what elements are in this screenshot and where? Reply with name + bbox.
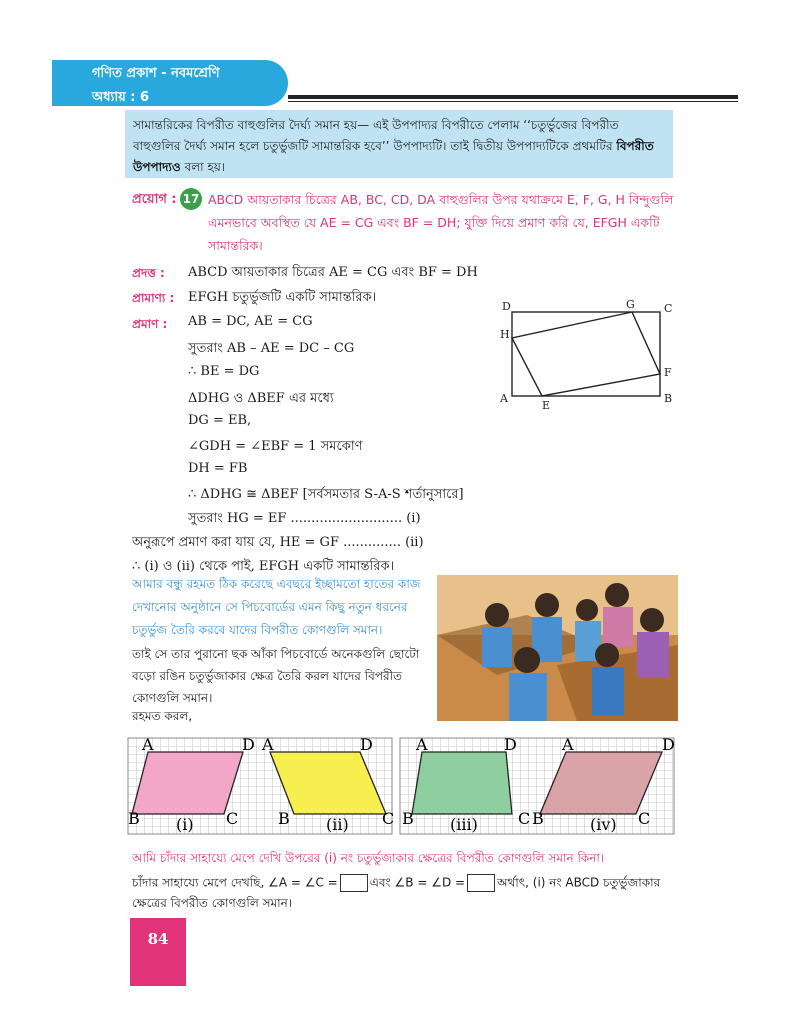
quadrilateral-iii bbox=[412, 752, 512, 814]
proof-line: ∴ ΔDHG ≅ ΔBEF [সর্বসমতার S-A-S শর্তানুসারে] bbox=[188, 487, 464, 502]
to-prove-text: EFGH চতুর্ভুজটি একটি সামান্তরিক। bbox=[188, 290, 377, 305]
rectangle-parallelogram-figure bbox=[498, 296, 688, 416]
label-e: E bbox=[542, 399, 551, 412]
answer-part-3: অর্থাৎ, (i) নং ABCD চতুর্ভুজাকার bbox=[497, 875, 661, 890]
grid-i-d: D bbox=[242, 735, 255, 754]
proof-conclusion: ∴ (i) ও (ii) থেকে পাই, EFGH একটি সামান্তরিক। bbox=[132, 559, 395, 574]
grid-iv-label: (iv) bbox=[590, 815, 617, 834]
label-d: D bbox=[502, 300, 511, 313]
grid-iv-c: C bbox=[638, 809, 651, 828]
proof-line: সুতরাং AB – AE = DC – CG bbox=[188, 341, 355, 356]
grid-ii-a: A bbox=[262, 735, 274, 754]
proof-similarly: অনুরূপে প্রমাণ করা যায় যে, HE = GF .............. (ii) bbox=[132, 535, 424, 550]
parallelogram-efgh bbox=[512, 312, 660, 396]
answer-line bbox=[132, 874, 660, 895]
grid-i-c: C bbox=[226, 809, 239, 828]
answer-part-4: ক্ষেত্রের বিপরীত কোণগুলি সমান। bbox=[132, 896, 293, 910]
problem-text: ABCD আয়তাকার চিত্রের AB, BC, CD, DA বাহুগুলির উপর যথাক্রমে E, F, G, H বিন্দুগুলি এমনভাবে অবস্থিত যে AE = CG এবং BF = DH; যুক্তি দিয়ে প্রমাণ করি যে, EFGH একটি সামান্তরিক। bbox=[208, 192, 674, 253]
label-f: F bbox=[664, 366, 672, 379]
proof-line: DG = EB, bbox=[188, 413, 252, 428]
grid-i-a: A bbox=[142, 735, 154, 754]
header-rule bbox=[288, 95, 738, 99]
grid-ii-c: C bbox=[382, 809, 395, 828]
given-text: ABCD আয়তাকার চিত্রের AE = CG এবং BF = DH bbox=[188, 265, 478, 280]
grid-iii-d: D bbox=[504, 735, 517, 754]
problem-number-badge: 17 bbox=[180, 188, 202, 210]
intro-bold: বিপরীত উপপাদ্যও bbox=[133, 139, 654, 174]
grid-ii-b: B bbox=[278, 809, 290, 828]
intro-text-1: সামান্তরিকের বিপরীত বাহুগুলির দৈর্ঘ্য সমান হয়— এই উপপাদ্যর বিপরীতে পেলাম ‘‘চতুর্ভুজের বিপরীত বাহুগুলির দৈর্ঘ্য সমান হলে চতুর্ভুজটি সামান্তরিক হবে’’ উপপাদ্যটি। তাই দ্বিতীয় উপপাদ্যটিকে প্রথমটির bbox=[133, 118, 619, 153]
question-text: আমি চাঁদার সাহায্যে মেপে দেখি উপরের (i) নং চতুর্ভুজাকার ক্ষেত্রের বিপরীত কোণগুলি সমান কিনা। bbox=[132, 851, 605, 865]
answer-part-2: এবং ∠B = ∠D = bbox=[369, 875, 466, 890]
grid-iii-a: A bbox=[416, 735, 428, 754]
label-g: G bbox=[626, 298, 635, 311]
answer-part-1: চাঁদার সাহায্যে মেপে দেখছি, ∠A = ∠C = bbox=[132, 875, 338, 890]
label-h: H bbox=[500, 328, 510, 341]
story-rahmat-did: রহমত করল, bbox=[132, 709, 193, 723]
grid-iii-c: C bbox=[518, 809, 531, 828]
grid-iv-a: A bbox=[562, 735, 574, 754]
book-title: গণিত প্রকাশ - নবমশ্রেণি bbox=[92, 66, 220, 81]
grid-ii-d: D bbox=[360, 735, 373, 754]
children-crafting-illustration bbox=[437, 575, 678, 721]
proof-line: ∠GDH = ∠EBF = 1 সমকোণ bbox=[188, 439, 363, 454]
proof-label: প্রমাণ : bbox=[132, 317, 168, 331]
label-b: B bbox=[664, 392, 673, 405]
intro-text-2: বলা হয়। bbox=[180, 160, 226, 174]
grid-iv-d: D bbox=[662, 735, 675, 754]
to-prove-label: প্রামাণ্য : bbox=[132, 291, 175, 305]
proof-line: AB = DC, AE = CG bbox=[188, 314, 313, 329]
parallelogram-i bbox=[132, 752, 243, 814]
proof-line: সুতরাং HG = EF ........................... (i) bbox=[188, 511, 421, 526]
label-c: C bbox=[664, 302, 673, 315]
chapter-header-tab bbox=[52, 60, 288, 106]
given-label: প্রদত্ত : bbox=[132, 266, 165, 280]
proof-line: ΔDHG ও ΔBEF এর মধ্যে bbox=[188, 391, 334, 406]
grid-iii-label: (iii) bbox=[450, 815, 478, 834]
angle-b-d-input-box[interactable] bbox=[467, 874, 495, 892]
angle-a-c-input-box[interactable] bbox=[340, 874, 368, 892]
header-rule-thin bbox=[288, 101, 738, 102]
proof-line: ∴ BE = DG bbox=[188, 364, 260, 379]
page-number: 84 bbox=[130, 918, 186, 986]
problem-label: প্রয়োগ : bbox=[132, 192, 177, 207]
story-black-text: তাই সে তার পুরানো ছক আঁকা পিচবোর্ডে অনেকগুলি ছোটো বড়ো রঙিন চতুর্ভুজাকার ক্ষেত্র তৈরি করল যাদের বিপরীত কোণগুলি সমান। bbox=[132, 647, 420, 705]
grid-ii-label: (ii) bbox=[326, 815, 349, 834]
chapter-label: অধ্যায় : 6 bbox=[92, 90, 150, 105]
proof-line: DH = FB bbox=[188, 461, 248, 476]
story-blue-text: আমার বন্ধু রহমত ঠিক করেছে এবছরে ইচ্ছামতো হাতের কাজ দেখানোর অনুষ্ঠানে সে পিচবোর্ডের এমন কিছু নতুন ধরনের চতুর্ভুজ তৈরি করবে যাদের বিপরীত কোণগুলি সমান। bbox=[132, 577, 421, 637]
grid-figure-iii-iv bbox=[400, 735, 675, 834]
intro-box bbox=[125, 110, 673, 178]
grid-iii-b: B bbox=[402, 809, 414, 828]
grid-figure-i-ii bbox=[128, 735, 395, 834]
grid-i-label: (i) bbox=[176, 815, 194, 834]
grid-i-b: B bbox=[128, 809, 140, 828]
label-a: A bbox=[500, 392, 508, 405]
grid-iv-b: B bbox=[532, 809, 544, 828]
